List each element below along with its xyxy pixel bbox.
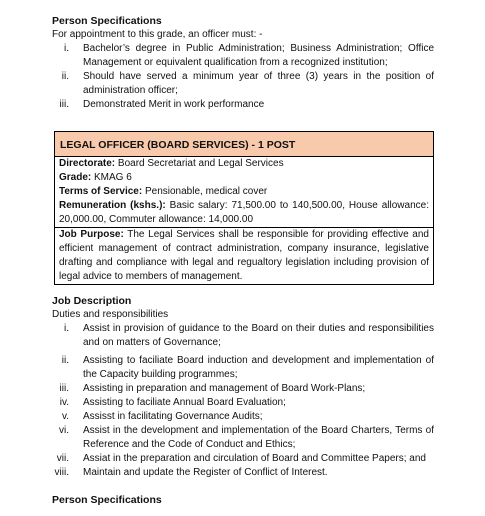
document-page [52, 14, 434, 507]
directorate-row: Directorate: Board Secretariat and Legal Services [59, 158, 284, 169]
list-item: iv. Assisting to faciliate Annual Board Evaluation; [59, 397, 286, 408]
post-title: LEGAL OFFICER (BOARD SERVICES) - 1 POST [55, 132, 433, 157]
list-item: i. Assist in provision of guidance to the Board on their duties and responsibilities and on matters of Governance; [64, 323, 434, 348]
person-specifications-list [52, 42, 434, 112]
list-item: v. Assisst in facilitating Governance Audits; [61, 411, 263, 422]
terms-of-service-row: Terms of Service: Pensionable, medical cover [59, 186, 268, 197]
post-details-table [54, 131, 434, 285]
duties-subheading: Duties and responsibilities [52, 309, 169, 320]
job-description-section [52, 294, 434, 480]
list-item: ii. Assisting to faciliate Board induction and development and implementation of the Capacity building programmes; [61, 355, 434, 380]
grade-row: Grade: KMAG 6 [59, 172, 132, 183]
list-item: vi. Assist in the development and implementation of the Board Charters, Terms of Reference and the Code of Conduct and Ethics; [59, 425, 434, 450]
job-purpose-row: Job Purpose: The Legal Services shall be responsible for providing effective and efficient management of contract administration, company insurance, legislative drafting and compliance with legal and regualtory legislation including provision of legal advice to members of management. [59, 229, 429, 282]
list-item: viii. Maintain and update the Register of Conflict of Interest. [54, 467, 328, 478]
job-description-heading: Job Description [52, 295, 132, 307]
duties-list [52, 322, 434, 480]
list-item: iii. Demonstrated Merit in work performance [59, 99, 265, 110]
list-item: vii. Assiat in the preparation and circulation of Board and Committee Papers; and [56, 453, 426, 464]
person-specifications-heading-2: Person Specifications [52, 494, 162, 506]
list-item: ii. Should have served a minimum year of three (3) years in the position of administration officer; [61, 71, 434, 96]
person-specifications-intro: For appointment to this grade, an officer must: - [52, 29, 263, 40]
person-specifications-heading: Person Specifications [52, 15, 162, 27]
list-item: i. Bachelor’s degree in Public Administration; Business Administration; Office Management or equivalent qualification from a recognized institution; [64, 43, 434, 68]
remuneration-row: Remuneration (kshs.): Basic salary: 71,500.00 to 140,500.00, House allowance: 20,000.00, Commuter allowance: 14,000.00 [55, 199, 433, 228]
list-item: iii. Assisting in preparation and management of Board Work-Plans; [59, 383, 366, 394]
